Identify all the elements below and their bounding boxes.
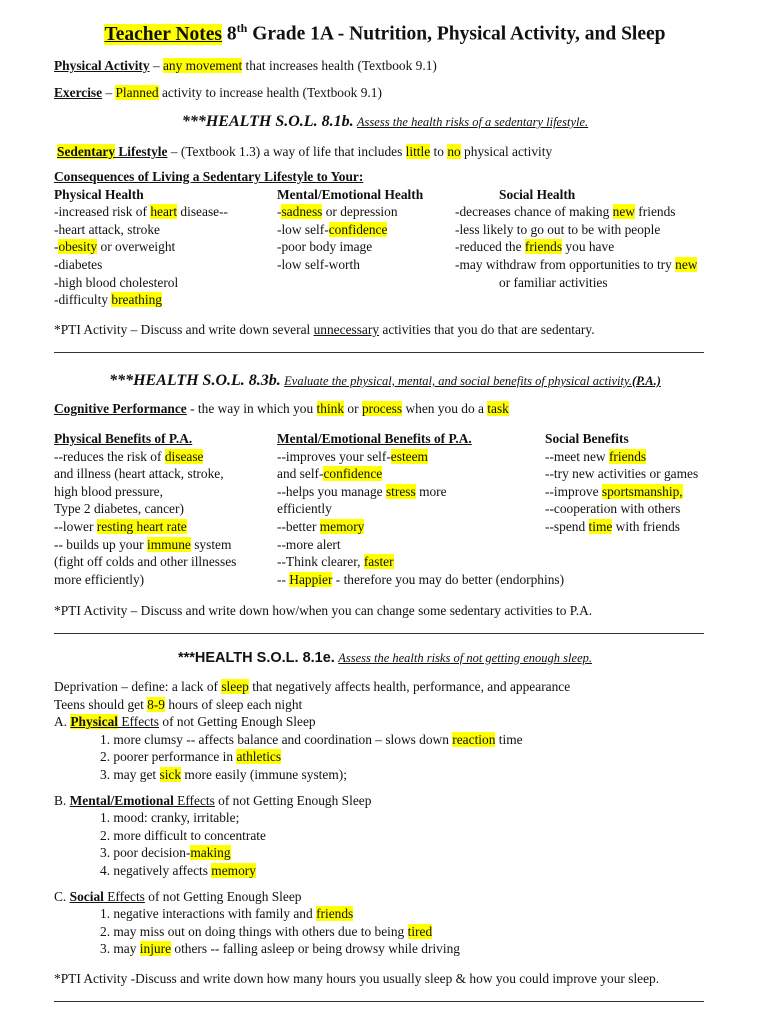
list-item: high blood pressure,	[54, 483, 163, 499]
text: -may withdraw from opportunities to try	[455, 256, 676, 272]
highlight: stress	[385, 483, 416, 499]
grade-number: 8	[226, 23, 237, 45]
term-cognitive-performance: Cognitive Performance	[54, 401, 187, 416]
sleep-section	[54, 678, 740, 958]
highlight: new	[675, 256, 698, 272]
consequences-section	[54, 168, 740, 309]
highlight: reaction	[452, 731, 496, 747]
text: that negatively affects health, performance, and appearance	[248, 679, 571, 694]
divider	[54, 1001, 704, 1002]
sol-description: Assess the health risks of a sedentary lifestyle.	[356, 115, 589, 129]
text: --spend	[545, 518, 589, 534]
highlight: friends	[316, 906, 354, 922]
text: --lower	[54, 518, 97, 534]
text: when you do a	[402, 401, 488, 416]
highlight-little: little	[405, 144, 431, 159]
text: - the way in which you	[186, 401, 317, 416]
text: you have	[562, 239, 615, 255]
text: -difficulty	[54, 292, 112, 308]
highlight: confidence	[328, 221, 388, 237]
term-physical-activity: Physical Activity	[54, 58, 150, 73]
sol-heading-1	[0, 113, 770, 132]
text: 4. negatively affects	[100, 862, 212, 878]
text: with friends	[612, 518, 681, 534]
text: and self-	[277, 466, 324, 482]
highlight: immune	[146, 536, 191, 552]
physical-benefits-column	[54, 430, 277, 588]
text: others -- falling asleep or being drowsy while driving	[171, 941, 460, 957]
highlight: sleep	[221, 679, 249, 694]
highlight: tired	[407, 923, 433, 939]
column-heading: Mental/Emotional Benefits of P.A.	[277, 431, 472, 446]
text: Teens should get	[54, 696, 148, 712]
underlined-word: Effects	[103, 888, 145, 904]
column-heading: Physical Health	[54, 186, 144, 202]
list-item: efficiently	[277, 501, 332, 517]
list-item: -diabetes	[54, 256, 103, 272]
highlight: disease	[164, 448, 204, 464]
text: Deprivation – define: a lack of	[54, 679, 222, 694]
text: -	[277, 204, 282, 220]
text: 3. may get	[100, 766, 160, 782]
sol-tag: (P.A.)	[631, 374, 661, 388]
highlight: sick	[159, 766, 182, 782]
highlight: Happier	[289, 571, 333, 587]
divider	[54, 633, 704, 634]
text: -	[54, 239, 59, 255]
title-text: Grade 1A - Nutrition, Physical Activity, and Sleep	[247, 23, 666, 45]
list-item: -less likely to go out to be with people	[455, 221, 661, 237]
column-heading: Social Benefits	[545, 431, 629, 446]
text: friends	[634, 204, 676, 220]
underlined-word: Effects	[118, 714, 160, 730]
list-item: -heart attack, stroke	[54, 221, 160, 237]
highlight: friends	[608, 448, 647, 464]
definition-text: that increases health (Textbook 9.1)	[242, 58, 437, 73]
sol-heading-3	[0, 649, 770, 668]
highlight: sadness	[281, 204, 323, 220]
list-item: -high blood cholesterol	[54, 274, 179, 290]
dash: –	[149, 58, 163, 73]
list-item: Type 2 diabetes, cancer)	[54, 501, 184, 517]
highlight: injure	[139, 941, 172, 957]
text: of not Getting Enough Sleep	[159, 714, 316, 730]
highlight: time	[588, 518, 613, 534]
sol-heading-2	[0, 372, 770, 391]
teacher-notes-label: Teacher Notes	[104, 23, 223, 45]
pti-activity-3: *PTI Activity -Discuss and write down how many hours you usually sleep & how you could improve your sleep.	[54, 971, 660, 986]
text: A.	[54, 714, 71, 730]
highlight: process	[361, 401, 403, 416]
highlight: heart	[150, 204, 178, 220]
list-item: -poor body image	[277, 239, 373, 255]
text: to	[430, 144, 448, 159]
list-item: -low self-worth	[277, 256, 360, 272]
text: disease--	[177, 204, 229, 220]
highlight: new	[612, 204, 635, 220]
column-heading: Physical Benefits of P.A.	[54, 431, 193, 446]
text: -low self-	[277, 221, 329, 237]
highlight-any-movement: any movement	[162, 58, 243, 73]
text: 2. may miss out on doing things with others due to being	[100, 923, 408, 939]
consequences-heading: Consequences of Living a Sedentary Lifestyle to Your:	[54, 169, 364, 184]
highlight: 8-9	[147, 696, 166, 712]
text: 3. poor decision-	[100, 845, 191, 861]
text: or	[344, 401, 362, 416]
highlight: memory	[211, 862, 256, 878]
highlight: esteem	[390, 448, 428, 464]
highlight: think	[316, 401, 345, 416]
highlight: faster	[363, 554, 394, 570]
physical-effects-heading	[54, 713, 740, 731]
page-title	[0, 16, 770, 47]
text: --helps you manage	[277, 483, 386, 499]
grade-suffix: th	[236, 21, 248, 35]
underlined-word: Effects	[173, 792, 215, 808]
text: 3. may	[100, 941, 140, 957]
divider	[54, 352, 704, 353]
list-item: --cooperation with others	[545, 501, 681, 517]
highlight-sedentary: Sedentary	[57, 144, 116, 159]
text: 2. poorer performance in	[100, 749, 237, 765]
text: or overweight	[97, 239, 176, 255]
highlight: athletics	[236, 749, 282, 765]
physical-activity-definition	[54, 57, 740, 75]
list-item: or familiar activities	[499, 274, 608, 290]
definition-text: physical activity	[460, 144, 553, 159]
text: --improve	[545, 483, 602, 499]
term-lifestyle: Lifestyle	[115, 144, 168, 159]
list-item: 2. more difficult to concentrate	[100, 827, 266, 843]
text: 1. more clumsy -- affects balance and coordination – slows down	[100, 731, 453, 747]
sol-description: Assess the health risks of not getting enough sleep.	[338, 651, 592, 665]
list-item: --more alert	[277, 536, 341, 552]
text: or depression	[322, 204, 398, 220]
highlight: task	[487, 401, 509, 416]
text: -decreases chance of making	[455, 204, 613, 220]
text: -increased risk of	[54, 204, 151, 220]
pti-activity-1	[54, 321, 740, 339]
benefits-section	[54, 430, 740, 588]
physical-health-column	[54, 186, 277, 309]
sol-number: ***HEALTH S.O.L. 8.1b.	[181, 113, 354, 130]
text: -reduced the	[455, 239, 525, 255]
highlight: breathing	[111, 292, 162, 308]
dash: –	[102, 84, 116, 100]
text: --Think clearer,	[277, 554, 364, 570]
highlight: making	[190, 845, 231, 861]
highlight: obesity	[58, 239, 98, 255]
text: --improves your self-	[277, 448, 391, 464]
highlight-planned: Planned	[115, 84, 159, 100]
text: --better	[277, 518, 320, 534]
text: --meet new	[545, 448, 609, 464]
column-heading: Mental/Emotional Health	[277, 186, 424, 202]
highlight: sportsmanship,	[601, 483, 683, 499]
text: --reduces the risk of	[54, 448, 165, 464]
mental-health-column	[277, 186, 455, 309]
pti-activity-2: *PTI Activity – Discuss and write down how/when you can change some sedentary activities to P.A.	[54, 603, 593, 618]
highlight-no: no	[447, 144, 461, 159]
highlight: memory	[319, 518, 365, 534]
list-item: more efficiently)	[54, 571, 145, 587]
text: time	[495, 731, 523, 747]
sol-description: Evaluate the physical, mental, and social benefits of physical activity.	[284, 374, 632, 388]
highlight: Physical	[70, 714, 118, 730]
text: C.	[54, 888, 70, 904]
text: activities that you do that are sedentary.	[379, 322, 595, 337]
text: hours of sleep each night	[165, 696, 303, 712]
underlined-word: unnecessary	[313, 322, 380, 337]
definition-text: – (Textbook 1.3) a way of life that includes	[167, 144, 406, 159]
list-item: (fight off colds and other illnesses	[54, 554, 237, 570]
text: of not Getting Enough Sleep	[144, 888, 302, 904]
list-item: --try new activities or games	[545, 466, 699, 482]
sol-number: ***HEALTH S.O.L. 8.3b.	[109, 372, 281, 389]
cognitive-performance-definition	[54, 400, 740, 418]
text: of not Getting Enough Sleep	[214, 792, 372, 808]
text: --	[277, 571, 290, 587]
term-exercise: Exercise	[54, 84, 103, 100]
social-health-column	[455, 186, 735, 309]
text: - therefore you may do better (endorphins)	[332, 571, 565, 587]
sedentary-definition	[57, 143, 740, 161]
text: more	[415, 483, 447, 499]
definition-text: activity to increase health (Textbook 9.1)	[158, 84, 382, 100]
term: Social	[69, 888, 104, 904]
social-effects-heading	[54, 888, 740, 906]
term: Mental/Emotional	[69, 792, 174, 808]
text: -- builds up your	[54, 536, 147, 552]
text: B.	[54, 792, 70, 808]
highlight: resting heart rate	[96, 518, 187, 534]
definitions	[54, 57, 740, 101]
text: system	[190, 536, 232, 552]
sol-number: ***HEALTH S.O.L. 8.1e.	[177, 650, 335, 666]
text: 1. negative interactions with family and	[100, 906, 317, 922]
list-item: 1. mood: cranky, irritable;	[100, 810, 240, 826]
mental-benefits-column	[277, 430, 565, 588]
social-benefits-column	[545, 430, 725, 588]
exercise-definition	[54, 84, 740, 102]
text: more easily (immune system);	[181, 766, 347, 782]
mental-effects-heading	[54, 792, 740, 810]
highlight: confidence	[323, 466, 383, 482]
column-heading: Social Health	[499, 186, 576, 202]
highlight: friends	[524, 239, 563, 255]
text: *PTI Activity – Discuss and write down several	[54, 322, 314, 337]
list-item: and illness (heart attack, stroke,	[54, 466, 224, 482]
